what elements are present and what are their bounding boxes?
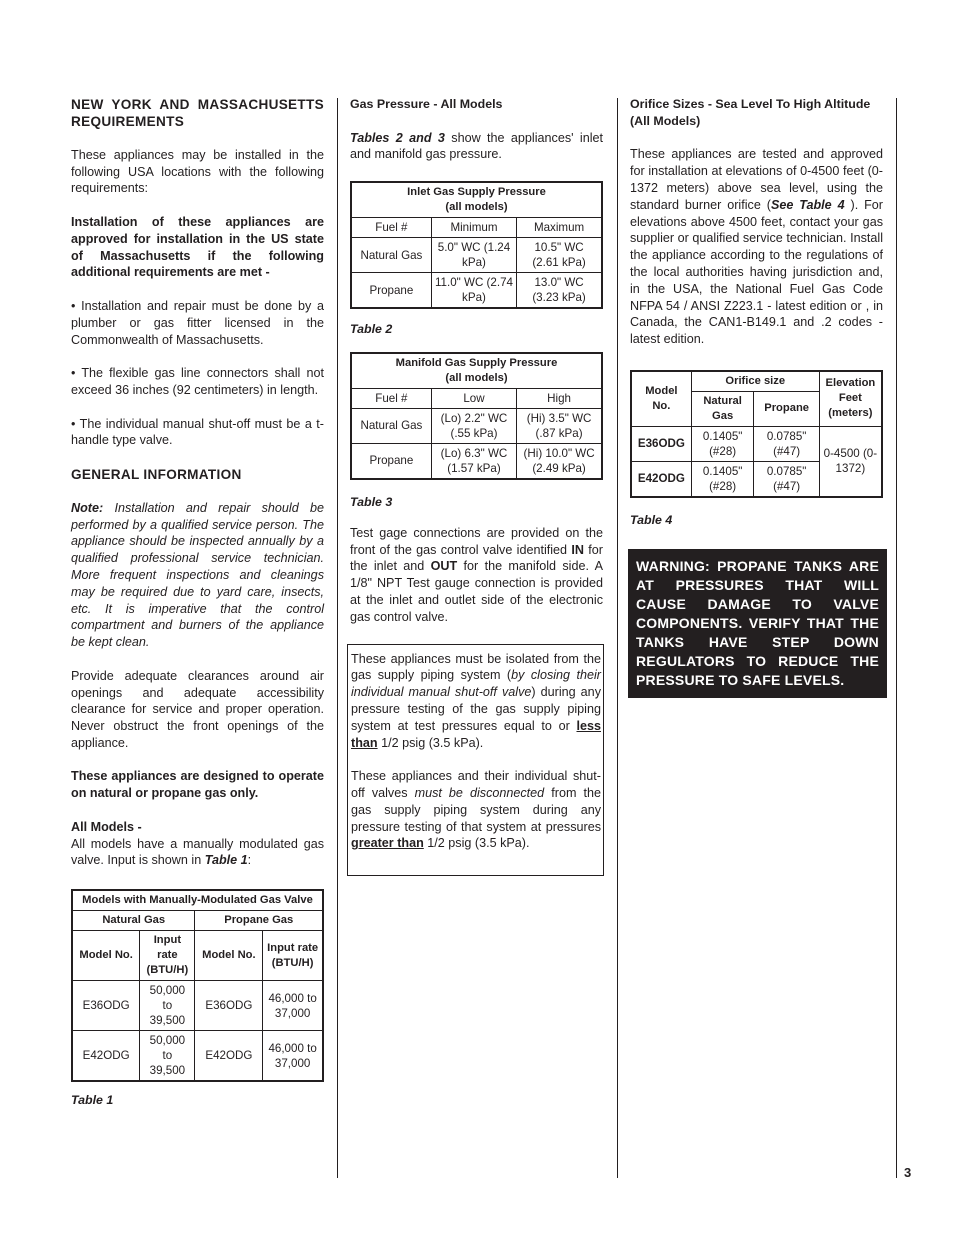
box-text-italic: must be disconnected [414,785,545,800]
paragraph-note [71,500,324,651]
propane-warning-box: WARNING: PROPANE TANKS ARE AT PRESSURES THAT WILL CAUSE DAMAGE TO VALVE COMPONENTS. VERIFY THAT THE TANKS HAVE STEP DOWN REGULATORS TO REDUCE THE PRESSURE TO SAFE LEVELS. [628,549,887,698]
table3-cell: (Lo) 6.3" WC (1.57 kPa) [431,443,516,479]
table-2 [350,181,603,309]
table-3 [350,352,603,480]
table-row [351,238,602,273]
column-divider-1 [337,98,338,1178]
paragraph-massachusetts: Installation of these appliances are approved for installation in the US state of Massachusetts if the following additional requirements are met - [71,214,324,280]
table4-header-elevation: Elevation Feet (meters) [819,371,882,427]
paragraph-all-models [71,836,324,870]
paragraph-clearances: Provide adequate clearances around air openings and adequate accessibility clearance for service and proper operation. Never obstruct the front openings of the appliance. [71,668,324,750]
table1-cell: 46,000 to 37,000 [263,981,323,1031]
table3-cell: (Hi) 10.0" WC (2.49 kPa) [517,443,602,479]
paragraph-disconnect [351,768,601,852]
isolation-notice-box [347,644,604,876]
table1-cell: 50,000 to 39,500 [140,1031,195,1082]
table3-caption: Table 3 [350,494,393,509]
table-row [351,408,602,443]
table3-header-fuel: Fuel # [351,388,431,408]
table3-title-text: Manifold Gas Supply Pressure [395,356,558,369]
table2-header-min: Minimum [431,218,516,238]
paragraph-isolation [351,651,601,752]
table2-subtitle: (all models) [445,201,508,214]
box-text: These appliances and their individual shut-off valves [351,769,601,800]
column-middle [350,96,603,876]
heading-general-information: GENERAL INFORMATION [71,466,242,482]
paragraph-elevation [630,146,883,348]
table1-group-propane: Propane Gas [195,911,323,931]
table1-group-natural-gas: Natural Gas [72,911,195,931]
table4-cell: 0.0785" (#47) [754,426,819,461]
table3-title [351,353,602,389]
table2-cell: 10.5" WC (2.61 kPa) [517,238,602,273]
paragraph-gas-type: These appliances are designed to operate on natural or propane gas only. [71,769,324,801]
table2-title [351,182,602,218]
all-models-text: All models have a manually modulated gas valve. Input is shown in [71,836,324,868]
bullet-shutoff: • The individual manual shut-off must be a t-handle type valve. [71,416,324,448]
all-models-end: : [247,853,252,868]
table1-cell: E36ODG [72,981,140,1031]
intro-text: show the appliances' inlet and manifold gas pressure. [350,130,604,162]
test-text-1: Test gage connections are provided on the front of the gas control valve identified [350,525,603,557]
test-out-label: OUT [430,559,458,574]
heading-ny-ma: NEW YORK AND MASSACHUSETTS REQUIREMENTS [71,97,324,129]
table4-cell: 0.0785" (#47) [754,461,819,497]
table4-cell-elevation: 0-4500 (0-1372) [819,426,882,497]
table2-header-max: Maximum [517,218,602,238]
table2-cell: 13.0" WC (3.23 kPa) [517,273,602,309]
table1-title: Models with Manually-Modulated Gas Valve [72,890,323,911]
table3-subtitle: (all models) [445,371,508,384]
table1-header-input: Input rate (BTU/H) [263,931,323,981]
box-text: from the gas supply piping system during any pressure testing of that system at pressures [351,785,601,834]
table3-cell: (Hi) 3.5" WC (.87 kPa) [517,408,602,443]
table1-cell: E36ODG [195,981,263,1031]
box-text-italic: by closing their individual manual shut-off valve [351,668,601,700]
table1-reference: Table 1 [204,853,248,868]
table2-cell: 11.0" WC (2.74 kPa) [431,273,516,309]
table3-header-high: High [517,388,602,408]
table4-cell: 0.1405" (#28) [691,426,754,461]
box-text: These appliances must be isolated from the gas supply piping system ( [351,651,601,683]
table1-header-input: Input rate (BTU/H) [140,931,195,981]
table1-cell: E42ODG [72,1031,140,1082]
table4-reference: See Table 4 [770,197,845,212]
paragraph-locations: These appliances may be installed in the following USA locations with the following requirements: [71,147,324,196]
table1-caption: Table 1 [71,1093,114,1108]
paragraph-pressure-intro [350,130,603,164]
test-text-2: for the inlet and [350,542,603,574]
paragraph-test-gage [350,525,603,626]
note-text: Installation and repair should be performed by a qualified service person. The appliance should be inspected annually by a qualified professional service technician. More frequent inspections and cleanings may be required due to yard care, insects, etc. It is imperative that the control compartment and burners of the appliance be kept clean. [71,500,324,650]
table4-header-orifice: Orifice size [691,371,819,392]
heading-gas-pressure: Gas Pressure - All Models [350,97,503,111]
table4-header-model: Model No. [631,371,691,427]
table1-cell: 50,000 to 39,500 [140,981,195,1031]
table4-header-propane: Propane [754,391,819,426]
tables-reference: Tables 2 and 3 [350,130,445,145]
box-text: 1/2 psig (3.5 kPa). [423,836,530,851]
table1-cell: E42ODG [195,1031,263,1082]
table2-header-fuel: Fuel # [351,218,431,238]
table3-cell: (Lo) 2.2" WC (.55 kPa) [431,408,516,443]
table3-cell: Natural Gas [351,408,431,443]
table-4 [630,370,883,498]
elevation-text: These appliances are tested and approved for installation at elevations of 0-4500 feet (0-1372 meters) above sea level, using the standard burner orifice ( [630,147,883,212]
box-text-underlined: less than [351,718,601,750]
bullet-licensed: • Installation and repair must be done by a plumber or gas fitter licensed in the Commonwealth of Massachusetts. [71,298,324,347]
table-row [351,273,602,309]
table4-cell: 0.1405" (#28) [691,461,754,497]
column-right [630,96,883,698]
table1-header-model: Model No. [72,931,140,981]
bullet-connectors: • The flexible gas line connectors shall not exceed 36 inches (92 centimeters) in length. [71,366,324,397]
table-1 [71,889,324,1082]
table2-cell: Natural Gas [351,238,431,273]
page-number: 3 [904,1165,912,1180]
table-row [72,981,323,1031]
table4-cell: E36ODG [631,426,691,461]
test-text-3: for the manifold side. A 1/8" NPT Test gauge connection is provided at the inlet and outlet side of the electronic gas control valve. [350,559,603,624]
table4-header-natural-gas: Natural Gas [691,391,754,426]
table4-cell: E42ODG [631,461,691,497]
box-text-underlined: greater than [351,836,424,851]
column-divider-3 [896,98,897,1178]
table2-title-text: Inlet Gas Supply Pressure [407,186,546,199]
column-divider-2 [617,98,618,1178]
table3-header-low: Low [431,388,516,408]
table-row [72,1031,323,1082]
table2-caption: Table 2 [350,322,393,337]
table-row [351,443,602,479]
table1-header-model: Model No. [195,931,263,981]
table-row [631,426,882,461]
box-text: ) during any pressure testing of the gas supply piping system at test pressures equal to or [351,685,601,733]
table1-cell: 46,000 to 37,000 [263,1031,323,1082]
table2-cell: Propane [351,273,431,309]
box-text: 1/2 psig (3.5 kPa). [377,735,484,750]
table3-cell: Propane [351,443,431,479]
table2-cell: 5.0" WC (1.24 kPa) [431,238,516,273]
elevation-text-2: ). For elevations above 4500 feet, contact your gas supplier or qualified service technician. Install the appliance according to the regulations of the local authorities having jurisdiction and, in the USA, the National Fuel Gas Code NFPA 54 / ANSI Z223.1 - latest edition or , in Canada, the CAN1-B149.1 and .2 codes - latest edition. [630,197,883,347]
column-left [71,96,324,1131]
table4-caption: Table 4 [630,512,673,527]
test-in-label: IN [571,542,584,557]
note-label: Note: [71,500,104,515]
all-models-heading: All Models - [71,819,142,834]
heading-orifice-sizes: Orifice Sizes - Sea Level To High Altitude (All Models) [630,97,871,128]
